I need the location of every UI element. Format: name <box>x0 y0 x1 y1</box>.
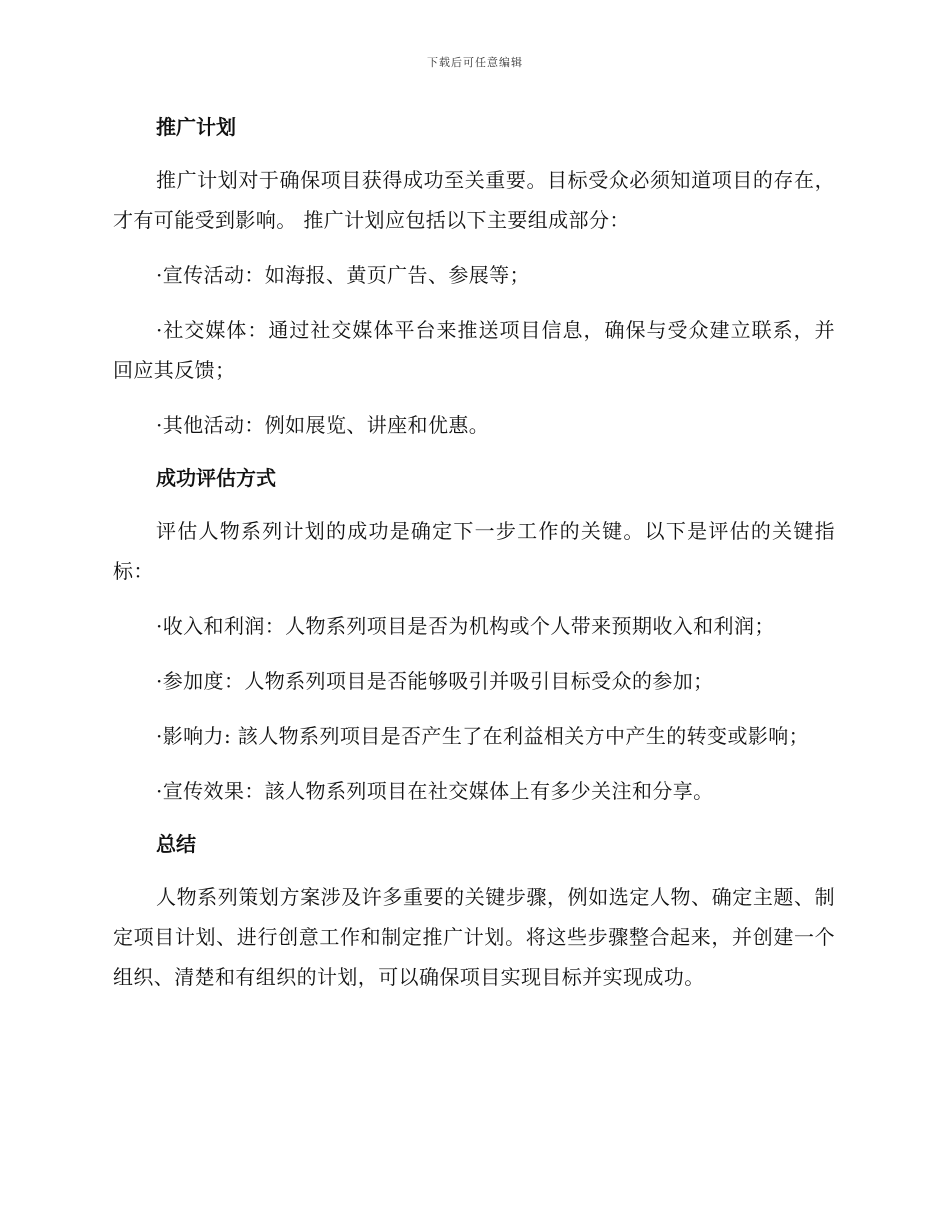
promotion-item-other-activities: ·其他活动：例如展览、讲座和优惠。 <box>156 413 490 437</box>
evaluation-item-publicity-effect: ·宣传效果：該人物系列项目在社交媒体上有多少关注和分享。 <box>156 779 714 803</box>
document-body <box>113 108 835 997</box>
section-heading-promotion: 推广计划 <box>156 115 236 139</box>
section-heading-evaluation: 成功评估方式 <box>156 466 276 490</box>
evaluation-intro: 评估人物系列计划的成功是确定下一步工作的关键。以下是评估的关键指标： <box>113 519 835 583</box>
evaluation-item-influence: ·影响力: 該人物系列项目是否产生了在利益相关方中产生的转变或影响； <box>156 724 810 748</box>
promotion-intro: 推广计划对于确保项目获得成功至关重要。目标受众必须知道项目的存在，才有可能受到影响。 推广计划应包括以下主要组成部分： <box>113 168 835 232</box>
evaluation-item-participation: ·参加度：人物系列项目是否能够吸引并吸引目标受众的参加； <box>156 669 714 693</box>
header-note: 下载后可任意编辑 <box>427 56 523 69</box>
summary-body: 人物系列策划方案涉及许多重要的关键步骤，例如选定人物、确定主题、制定项目计划、进行创意工作和制定推广计划。将这些步骤整合起来，并创建一个组织、清楚和有组织的计划，可以确保项目实现目标并实现成功。 <box>113 885 835 989</box>
promotion-item-social-media: ·社交媒体：通过社交媒体平台来推送项目信息，确保与受众建立联系，并回应其反馈； <box>113 318 835 382</box>
section-heading-summary: 总结 <box>156 832 196 856</box>
promotion-item-publicity: ·宣传活动：如海报、黄页广告、参展等； <box>156 263 530 287</box>
evaluation-item-revenue: ·收入和利润：人物系列项目是否为机构或个人带来预期收入和利润； <box>156 614 775 638</box>
